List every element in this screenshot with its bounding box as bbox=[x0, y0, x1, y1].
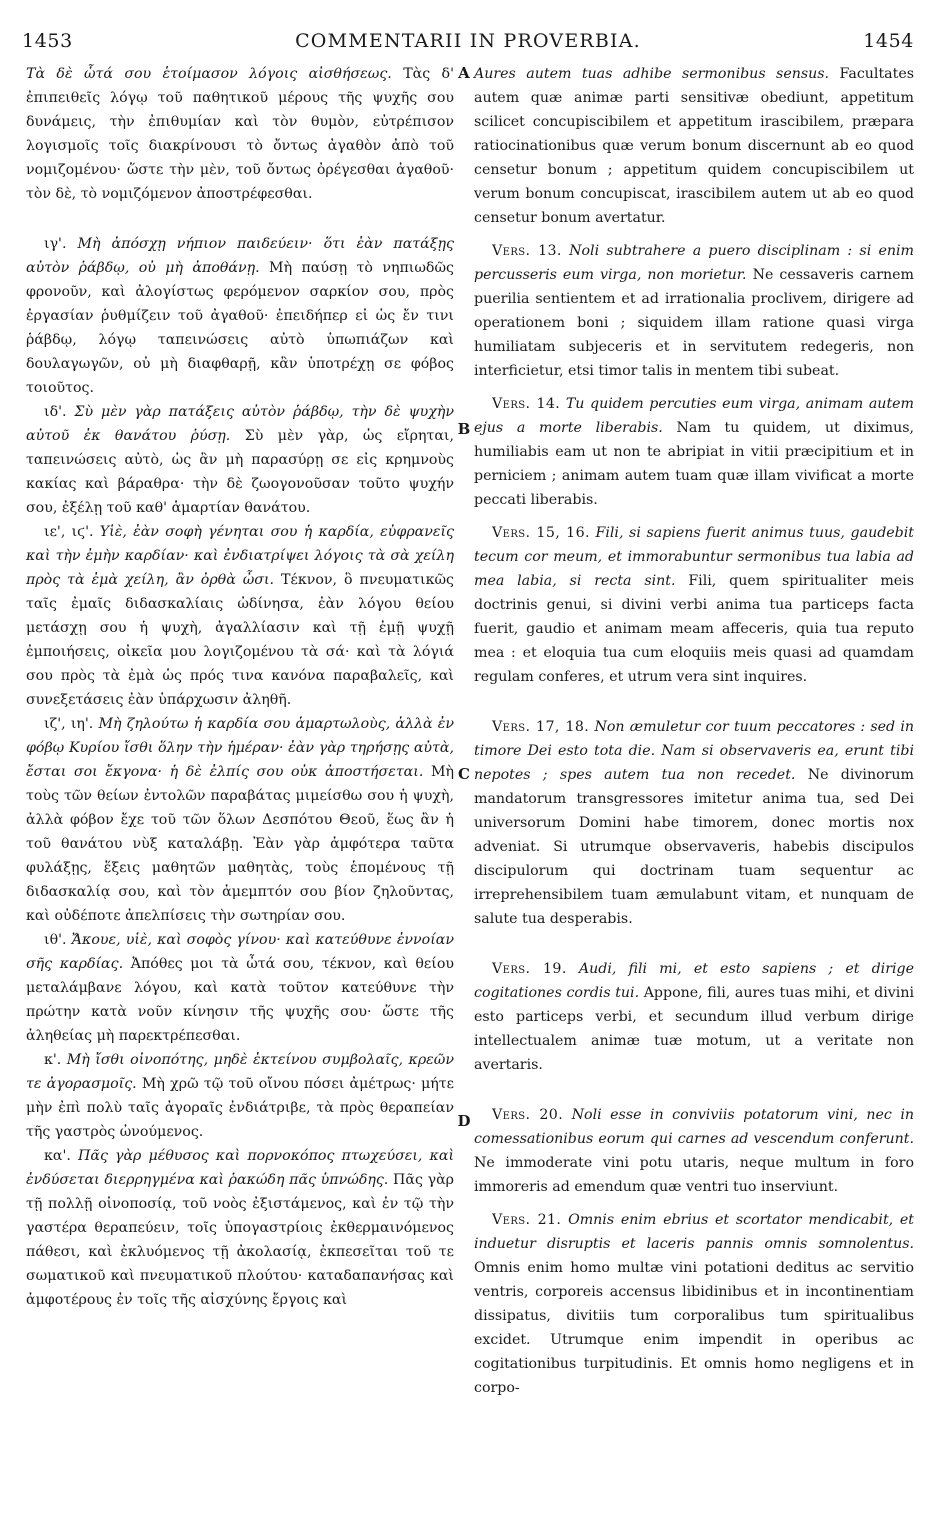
latin-paragraph bbox=[474, 957, 914, 1077]
greek-commentary: Ἀπόθες μοι τὰ ὦτά σου, τέκνον, καὶ θείου μεταλάμβανε λόγου, καὶ κατὰ τοῦτον κατεύθυνε τὴν πρώτην κατὰ νοῦν κίνησιν τῆς ψυχῆς σου· ὥστε τῆς ἀληθείας μὴ παρεκτρέπεσθαι. bbox=[26, 956, 454, 1044]
marker-b: B bbox=[457, 420, 471, 438]
greek-commentary: Τέκνον, ὃ πνευματικῶς ταῖς ἐμαῖς διδασκαλίαις ὠδίνησα, ἐὰν λόγου θείου μετάσχῃ σου ἡ ψυχὴ, ἀγαλλίασιν καὶ τῇ ἐμῇ ψυχῇ ἐμποιήσεις, οἰκεῖα μου λογιζομένου τὰ σά· καὶ τὰ λόγιά σου πρὸς τὰ ἐμὰ ὡς πρός τινα κανόνα παραβαλεῖς, καὶ συνεξετάσεις ἐὰν ὑπάρχωσιν ἀληθῆ. bbox=[26, 572, 455, 708]
greek-verse-ref: κ'. bbox=[44, 1052, 62, 1068]
latin-lemma: Audi, fili mi, et esto sapiens ; et dirige cogitationes cordis tui. bbox=[474, 961, 914, 1001]
marker-a: A bbox=[458, 64, 470, 82]
latin-verse-ref: Vers. 14. bbox=[492, 396, 561, 412]
latin-paragraph bbox=[474, 62, 914, 230]
greek-commentary: Μὴ τοὺς τῶν θείων ἐντολῶν παραβάτας μιμείσθω σου ἡ ψυχὴ, ἀλλὰ φόβον ἔχε τοῦ τῶν ὅλων Δεσπότου Θεοῦ, ἕως ἂν ἡ τοῦ θανάτου νὺξ καταλάβῃ. Ἐὰν γὰρ ἀμφότερα ταῦτα φυλάξῃς, ἕξεις μαθητῶν μαθητὰς, τοὺς ἑπομένους τῇ διδασκαλίᾳ σου, καὶ τὸν ἀμεμπτόν σου βίον ζηλοῦντας, καὶ οὐδέποτε ἀπελπίσεις τὴν σωτηρίαν σου. bbox=[26, 764, 454, 924]
latin-paragraph bbox=[474, 1103, 914, 1199]
left-page-number: 1453 bbox=[22, 30, 73, 52]
latin-paragraph bbox=[474, 392, 914, 512]
greek-paragraph bbox=[26, 1144, 454, 1312]
greek-commentary: Μὴ παύσῃ τὸ νηπιωδῶς φρονοῦν, καὶ ἀλογίστως φερόμενον σαρκίον σου, πρὸς ἐργασίαν ῥυθμίζειν τοῦ ἀγαθοῦ· ἐπειδήπερ εἰ ὡς ἔν τινι ῥάβδῳ, λόγῳ ταπεινώσεις αὐτὸ ὑπωπιάζων καὶ δουλαγωγῶν, οὐ μὴ διαφθαρῇ, κἂν ὑποτρέχῃ σε φόβος τοιοῦτος. bbox=[26, 260, 454, 396]
greek-paragraph bbox=[26, 62, 454, 206]
greek-lemma: Σὺ μὲν γὰρ πατάξεις αὐτὸν ῥάβδῳ, τὴν δὲ ψυχὴν αὐτοῦ ἐκ θανάτου ῥύσῃ. bbox=[26, 404, 454, 444]
latin-commentary: Fili, quem spiritualiter meis doctrinis genui, si divini verbi anima tua particeps facta fuerit, gaudio et animam meam affeceris, quia tua reputo mea : et eloquia tua cum eloquiis meis quasi ad quamdam regulam conferes, et utrum vera sint inquires. bbox=[474, 573, 914, 685]
greek-paragraph bbox=[26, 232, 454, 400]
greek-commentary: Τὰς δ' ἐπιπειθεῖς λόγῳ τοῦ παθητικοῦ μέρους τῆς ψυχῆς σου δυνάμεις, τὴν ἐπιθυμίαν καὶ τὸν θυμὸν, εὐτρέπισον λογισμοῖς τοῖς διακρίνουσι τὸ ὄντως ἀγαθὸν ἀπὸ τοῦ νομιζομένου· ὥστε τὴν μὲν, τοῦ ὄντως ὀρέγεσθαι ἀγαθοῦ· τὸν δὲ, τὸ νομιζόμενον ἀποστρέφεσθαι. bbox=[26, 66, 454, 202]
greek-verse-ref: ιγ'. bbox=[44, 236, 67, 252]
latin-verse-ref: Vers. 20. bbox=[492, 1107, 564, 1123]
latin-paragraph bbox=[474, 239, 914, 383]
right-page-number: 1454 bbox=[863, 30, 914, 52]
greek-verse-ref: ιζ', ιη'. bbox=[44, 716, 94, 732]
latin-column bbox=[474, 62, 914, 1400]
running-title: COMMENTARII IN PROVERBIA. bbox=[295, 30, 641, 52]
latin-lemma: Noli esse in conviviis potatorum vini, nec in comessationibus eorum qui carnes ad vescendum conferunt. bbox=[474, 1107, 915, 1147]
latin-lemma: Noli subtrahere a puero disciplinam : si enim percusseris eum virga, non morietur. bbox=[474, 243, 914, 283]
greek-lemma: Μὴ ζηλούτω ἡ καρδία σου ἁμαρτωλοὺς, ἀλλὰ ἐν φόβῳ Κυρίου ἴσθι ὅλην τὴν ἡμέραν· ἐὰν γὰρ τηρήσῃς αὐτὰ, ἔσται σοι ἔκγονα· ἡ δὲ ἐλπίς σου οὐκ ἀποστήσεται. bbox=[26, 716, 454, 780]
latin-commentary: Ne divinorum mandatorum transgressores imitetur anima tua, sed Dei universorum Domini habe timorem, donec mortis nox adveniat. Si utrumque observaveris, habebis discipulos discipulorum qui doctrinam tuam sequentur ac irreprehensibilem tuam æmulabunt vitam, et nunquam de salute tua desperabis. bbox=[474, 767, 915, 927]
greek-lemma: Τὰ δὲ ὦτά σου ἑτοίμασον λόγοις αἰσθήσεως. bbox=[26, 66, 392, 82]
greek-lemma: Μὴ ἴσθι οἰνοπότης, μηδὲ ἐκτείνου συμβολαῖς, κρεῶν τε ἀγορασμοῖς. bbox=[26, 1052, 454, 1092]
greek-paragraph bbox=[26, 1048, 454, 1144]
greek-lemma: Μὴ ἀπόσχῃ νήπιον παιδεύειν· ὅτι ἐὰν πατάξῃς αὐτὸν ῥάβδῳ, οὐ μὴ ἀποθάνῃ. bbox=[26, 236, 454, 276]
greek-verse-ref: ιθ'. bbox=[44, 932, 67, 948]
latin-commentary: Ne immoderate vini potu utaris, neque multum in foro immoreris ad emendum quæ ventri tuo inserviunt. bbox=[474, 1155, 914, 1195]
latin-lemma: Fili, si sapiens fuerit animus tuus, gaudebit tecum cor meum, et immorabuntur sermonibus tua labia ad mea labia, si recta sint. bbox=[474, 525, 915, 589]
marker-d: D bbox=[457, 1112, 471, 1130]
greek-commentary: Μὴ χρῶ τῷ τοῦ οἴνου πόσει ἀμέτρως· μήτε μὴν ἐπὶ πολὺ ταῖς ἀγοραῖς ἐνδιάτριβε, τὰ πρὸς θεραπείαν τῆς γαστρὸς ὠνούμενος. bbox=[26, 1076, 454, 1140]
latin-lemma: Aures autem tuas adhibe sermonibus sensus. bbox=[474, 66, 830, 82]
latin-verse-ref: Vers. 13. bbox=[492, 243, 562, 259]
page-header bbox=[22, 30, 914, 60]
greek-paragraph bbox=[26, 400, 454, 520]
greek-lemma: Ἄκουε, υἱὲ, καὶ σοφὸς γίνου· καὶ κατεύθυνε ἐννοίαν σῆς καρδίας. bbox=[26, 932, 454, 972]
greek-commentary: Πᾶς γὰρ τῇ πολλῇ οἰνοποσίᾳ, τοῦ νοὸς ἐξιστάμενος, καὶ ἐν τῷ τὴν γαστέρα θεραπεύειν, τοῖς ὑπογαστρίοις ἐκθερμαινόμενος πάθεσι, καὶ ἐκλυόμενος τῇ ἀκολασίᾳ, ἐκπεσεῖται τοῦ τε σωματικοῦ καὶ πνευματικοῦ πλούτου· καταδαπανήσας καὶ ἀμφοτέρους ἐν τοῖς τῆς αἰσχύνης ἔργοις καὶ bbox=[26, 1172, 455, 1308]
greek-paragraph bbox=[26, 520, 454, 712]
greek-verse-ref: ιδ'. bbox=[44, 404, 67, 420]
latin-lemma: Omnis enim ebrius et scortator mendicabit, et induetur disruptis et laceris pannis omnis somnolentus. bbox=[474, 1212, 914, 1252]
greek-commentary: Σὺ μὲν γὰρ, ὡς εἴρηται, ταπεινώσεις αὐτὸ, ὡς ἂν μὴ παρασύρῃ σε εἰς κρημνοὺς κακίας καὶ βάραθρα· τὴν δὲ ζωογονοῦσαν τοῦτο ψυχήν σου, ἐξέλῃ τοῦ καθ' ἁμαρτίαν θανάτου. bbox=[26, 428, 455, 516]
latin-commentary: Nam tu quidem, ut diximus, humiliabis eam ut non te abripiat in vitii præcipitium et in perniciem ; animam autem tuam quæ illam vivificat a morte peccati liberabis. bbox=[474, 420, 915, 508]
marker-c: C bbox=[458, 765, 470, 783]
latin-verse-ref: Vers. 19. bbox=[492, 961, 567, 977]
latin-verse-ref: Vers. 15, 16. bbox=[492, 525, 590, 541]
greek-paragraph bbox=[26, 712, 454, 928]
latin-verse-ref: Vers. 17, 18. bbox=[492, 719, 590, 735]
latin-paragraph bbox=[474, 521, 914, 689]
latin-paragraph bbox=[474, 715, 914, 931]
greek-column bbox=[26, 62, 454, 1312]
greek-lemma: Πᾶς γὰρ μέθυσος καὶ πορνοκόπος πτωχεύσει, καὶ ἐνδύσεται διερρηγμένα καὶ ῥακώδη πᾶς ὑπνώδης. bbox=[26, 1148, 455, 1188]
latin-commentary: Facultates autem quæ animæ parti sensitivæ obediunt, appetitum scilicet concupiscibilem et appetitum irascibilem, præpara ratiocinationibus quæ verum bonum discernunt ab eo quod censetur bonum ; appetitum quidem concupiscibilem ut verum bonum concupiscat, irascibilem autem ut ab eo quod censetur bonum avertatur. bbox=[474, 66, 914, 226]
greek-lemma: Υἱὲ, ἐὰν σοφὴ γένηται σου ἡ καρδία, εὐφρανεῖς καὶ τὴν ἐμὴν καρδίαν· καὶ ἐνδιατρίψει λόγοις τὰ σὰ χείλη πρὸς τὰ ἐμὰ χείλη, ἂν ὀρθὰ ὦσι. bbox=[26, 524, 454, 588]
greek-verse-ref: ιε', ιϛ'. bbox=[44, 524, 94, 540]
latin-lemma: Non æmuletur cor tuum peccatores : sed in timore Dei esto tota die. Nam si observaveris ea, erunt tibi nepotes ; spes autem tua non recedet. bbox=[474, 719, 914, 783]
latin-commentary: Appone, fili, aures tuas mihi, et divini esto particeps verbi, et secundum illud verbum dirige intellectualem animæ tuæ motum, ut a veritate non avertaris. bbox=[474, 985, 914, 1073]
greek-paragraph bbox=[26, 928, 454, 1048]
latin-lemma: Tu quidem percuties eum virga, animam autem ejus a morte liberabis. bbox=[474, 396, 914, 436]
latin-paragraph bbox=[474, 1208, 914, 1400]
greek-verse-ref: κα'. bbox=[44, 1148, 71, 1164]
latin-commentary: Omnis enim homo multæ vini potationi deditus ac servitio ventris, corporeis accensus libidinibus et in incontinentiam dissipatus, divitiis tum corporalibus tum spiritualibus excidet. Utrumque enim impendit in operibus ac cogitationibus turpitudinis. Et omnis homo negligens et in corpo- bbox=[474, 1260, 914, 1396]
latin-commentary: Ne cessaveris carnem puerilia sentientem et ad irrationalia proclivem, dirigere ad operationem boni ; siquidem illam ratione quasi virga humiliatam subjeceris et in servitutem redegeris, non interficietur, etsi timor talis in mentem tibi subeat. bbox=[474, 267, 914, 379]
latin-verse-ref: Vers. 21. bbox=[492, 1212, 562, 1228]
